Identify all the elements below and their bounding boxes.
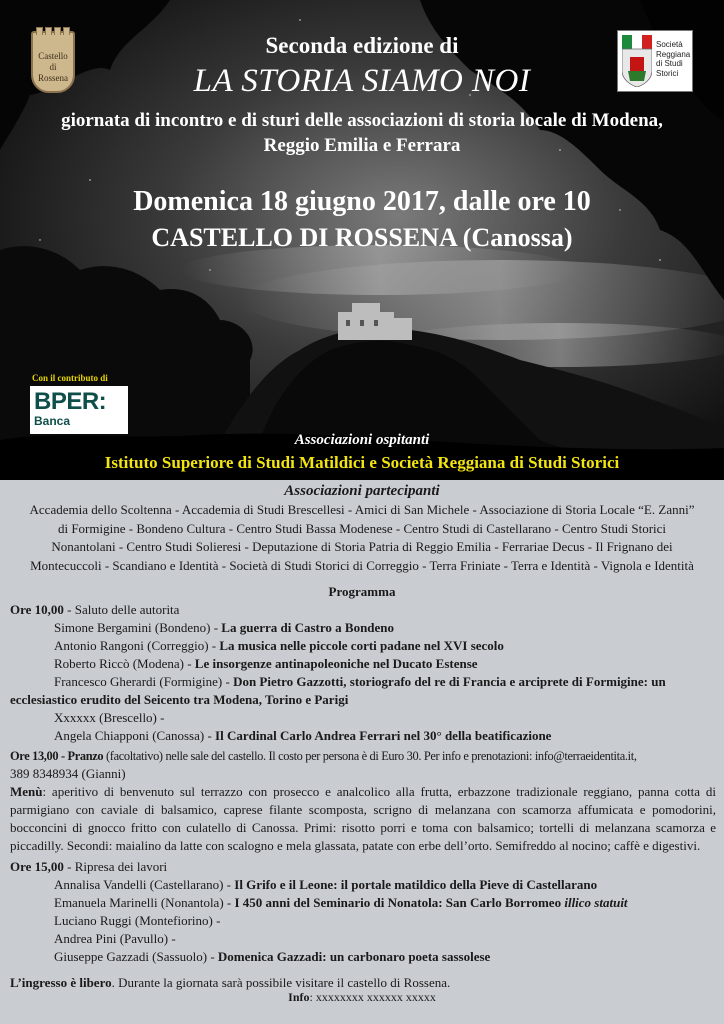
- societa-logo-line1: Società: [656, 40, 683, 49]
- bper-banca-logo: [30, 386, 128, 434]
- event-place: CASTELLO DI ROSSENA (Canossa): [151, 223, 573, 252]
- lunch-text: (facoltativo) nelle sale del castello. Il costo per persona è di Euro 30. Per info e prenotazioni: info@terraeidentita.it,: [103, 749, 637, 763]
- partecipanti-line: di Formigine - Bondeno Cultura - Centro Studi Bassa Modenese - Centro Studi di Castellarano - Centro Studi Storici: [57, 520, 667, 536]
- societa-logo-line4: Storici: [656, 68, 679, 78]
- lunch-session: [10, 747, 716, 765]
- event-date: Domenica 18 giugno 2017, dalle ore 10: [133, 186, 591, 217]
- talk-row: [54, 655, 714, 673]
- partecipanti-heading: Associazioni partecipanti: [284, 483, 440, 499]
- afternoon-label: - Ripresa dei lavori: [63, 859, 168, 874]
- sponsor-sub: Banca: [34, 414, 71, 428]
- talk-speaker: Emanuela Marinelli (Nonantola) -: [54, 895, 235, 910]
- castello-logo-line3: Rossena: [38, 73, 68, 83]
- partecipanti-line: Accademia dello Scoltenna - Accademia di Studi Brescellesi - Amici di San Michele - Associazione di Storia Locale “E. Zanni”: [29, 502, 695, 517]
- program-section: [0, 480, 724, 1024]
- talk-row: [54, 619, 714, 637]
- lunch-menu: [10, 783, 716, 855]
- talk-speaker: Annalisa Vandelli (Castellarano) -: [54, 877, 235, 892]
- talk-row: [54, 912, 714, 930]
- talk-speaker: Giuseppe Gazzadi (Sassuolo) -: [54, 949, 218, 964]
- talk-speaker: Simone Bergamini (Bondeno) -: [54, 620, 222, 635]
- info-label: Info: [288, 990, 310, 1004]
- menu-text: : aperitivo di benvenuto sul terrazzo con prosecco e analcolico alla frutta, erbazzone tradizionale reggiano, panna cotta di parmigiano con caviale di balsamico, caprese filante scomposta, scrigno di melanzana con scamorza affumicata e pomodorini, bocconcini di gnocco fritto con culatello di Canossa. Primi: risotto porri e toma con balsamico; tortelli di melanzana scamorza e piccadilly. Secondi: maialino da latte con scalogno e mela glassata, patate con erbe dell’orto. Semifreddo al nocino; caffè e digestivi.: [10, 784, 716, 853]
- talk-title: Le insorgenze antinapoleoniche nel Ducato Estense: [194, 656, 478, 671]
- talk-row: [54, 876, 714, 894]
- talk-title: Il Cardinal Carlo Andrea Ferrari nel 30° della beatificazione: [215, 728, 552, 743]
- info-text: : xxxxxxxx xxxxxx xxxxx: [309, 990, 436, 1004]
- talk-title: I 450 anni del Seminario di Nonatola: San Carlo Borromeo: [234, 895, 565, 910]
- ospitanti-heading: Associazioni ospitanti: [294, 432, 430, 448]
- ospitanti-names: Istituto Superiore di Studi Matildici e Società Reggiana di Studi Storici: [104, 453, 620, 472]
- talk-row: [54, 930, 714, 948]
- talk-row: [54, 673, 714, 691]
- talk-title-continuation: [10, 691, 716, 709]
- talk-title-cont: ecclesiastico erudito del Seicento tra Modena, Torino e Parigi: [10, 692, 349, 707]
- partecipanti-line: Montecuccoli - Scandiano e Identità - Società di Studi Storici di Correggio - Terra Friniate - Terra e Identità - Vignola e Identità: [30, 557, 694, 573]
- talk-speaker: Luciano Ruggi (Montefiorino) -: [54, 913, 221, 928]
- talk-speaker: Antonio Rangoni (Correggio) -: [54, 638, 220, 653]
- lunch-time: Ore 13,00 - Pranzo: [10, 749, 104, 763]
- partecipanti-line: Nonantolani - Centro Studi Solieresi - Deputazione di Storia Patria di Reggio Emilia - Ferrariae Decus - Il Frignano dei: [51, 539, 673, 554]
- ingresso-bold: L’ingresso è libero: [10, 975, 112, 990]
- talk-title: La guerra di Castro a Bondeno: [221, 620, 395, 635]
- afternoon-session: [10, 858, 716, 876]
- partecipanti-list: [8, 501, 716, 575]
- sponsor-name: BPER:: [34, 388, 107, 415]
- talk-row: [54, 709, 714, 727]
- castello-logo-line1: Castello: [38, 51, 68, 61]
- talk-speaker: Francesco Gherardi (Formigine) -: [54, 674, 234, 689]
- talk-speaker: Roberto Riccò (Modena) -: [54, 656, 195, 671]
- info-line: [0, 990, 724, 1005]
- talk-title: Domenica Gazzadi: un carbonaro poeta sassolese: [217, 949, 491, 964]
- morning-session: [10, 601, 716, 619]
- talk-row: [54, 948, 714, 966]
- societa-logo-line3: di Studi: [656, 59, 683, 68]
- event-subtitle-line2: Reggio Emilia e Ferrara: [263, 135, 461, 156]
- talk-row: [54, 894, 714, 912]
- castello-logo-line2: di: [49, 62, 57, 72]
- talk-title: Il Grifo e il Leone: il portale matildico della Pieve di Castellarano: [234, 877, 598, 892]
- edition-heading: Seconda edizione di: [265, 33, 459, 58]
- talk-title: La musica nelle piccole corti padane nel XVI secolo: [219, 638, 504, 653]
- talk-speaker: Angela Chiapponi (Canossa) -: [54, 728, 216, 743]
- afternoon-time: Ore 15,00: [10, 859, 64, 874]
- talk-speaker: Xxxxxx (Brescello) -: [54, 710, 165, 725]
- talk-speaker: Andrea Pini (Pavullo) -: [54, 931, 176, 946]
- talk-row: [54, 727, 714, 745]
- hero-photo: [0, 0, 724, 480]
- event-title: LA STORIA SIAMO NOI: [193, 63, 531, 99]
- event-subtitle-line1: giornata di incontro e di sturi delle associazioni di storia locale di Modena,: [61, 110, 663, 131]
- societa-logo-line2: Reggiana: [656, 49, 691, 59]
- talk-title-italic: illico statuit: [564, 895, 628, 910]
- menu-label: Menù: [10, 784, 43, 799]
- ingresso-text: . Durante la giornata sarà possibile visitare il castello di Rossena.: [111, 975, 451, 990]
- lunch-contact: 389 8348934 (Gianni): [10, 766, 126, 781]
- sponsor-caption: Con il contributo di: [32, 373, 108, 383]
- morning-label: - Saluto delle autorita: [63, 602, 180, 617]
- talk-row: [54, 637, 714, 655]
- talk-title: Don Pietro Gazzotti, storiografo del re di Francia e arciprete di Formigine: un: [233, 674, 666, 689]
- morning-time: Ore 10,00: [10, 602, 64, 617]
- programma-heading: Programma: [328, 584, 396, 599]
